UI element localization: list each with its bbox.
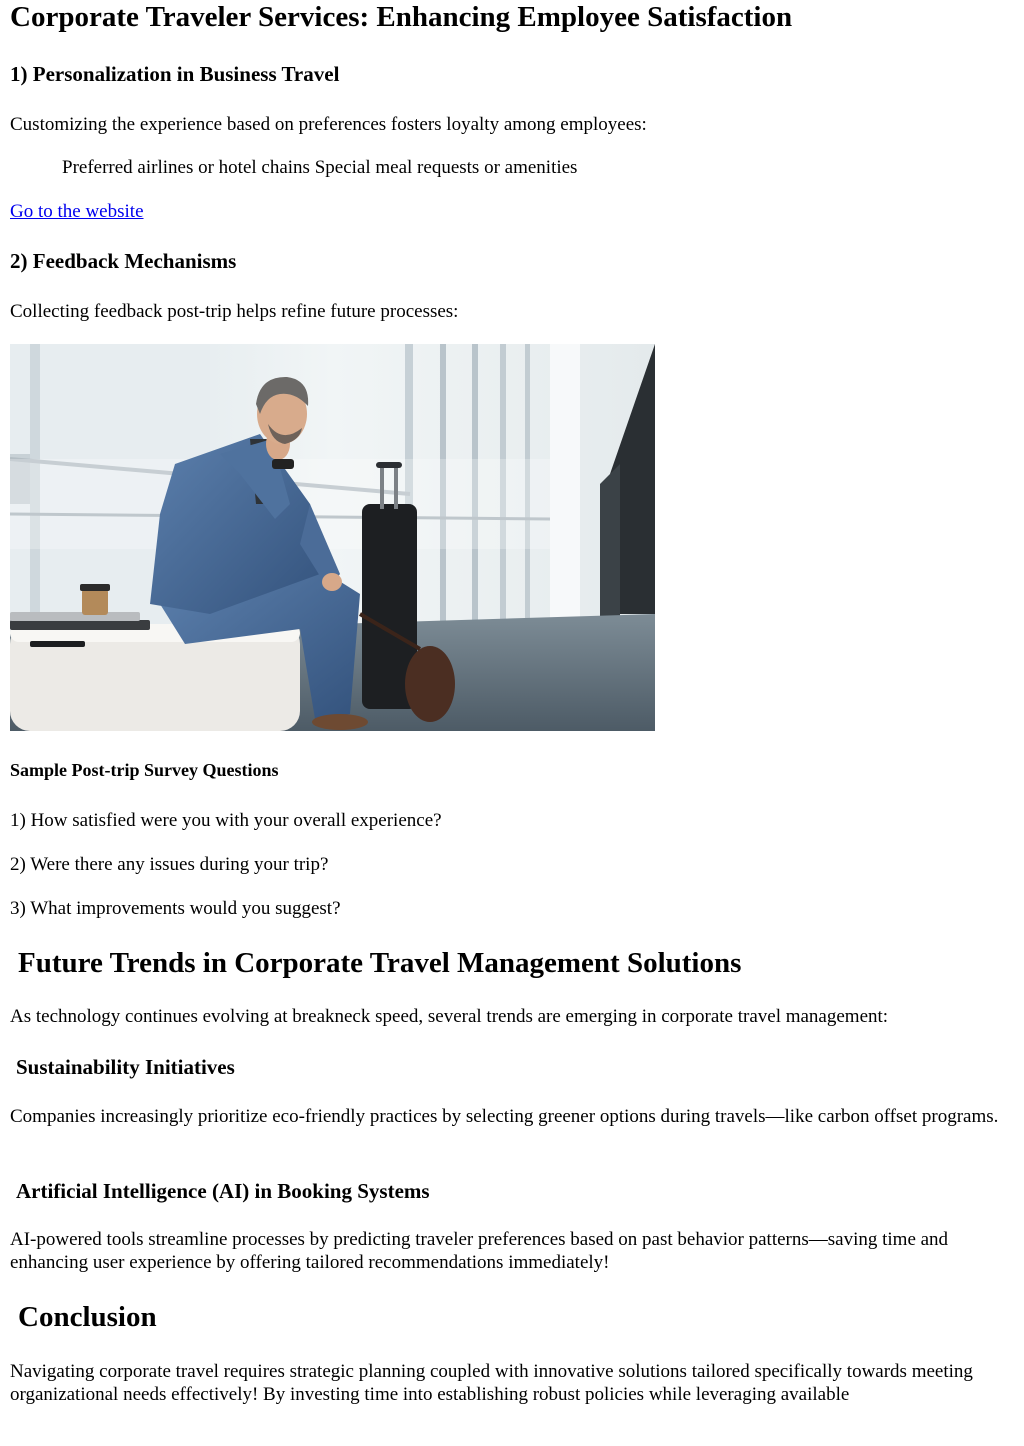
survey-question-1: 1) How satisfied were you with your overall experience? bbox=[10, 810, 442, 831]
trends-intro: As technology continues evolving at breakneck speed, several trends are emerging in corporate travel management: bbox=[10, 1006, 889, 1027]
feedback-intro: Collecting feedback post-trip helps refine future processes: bbox=[10, 301, 459, 322]
personalization-intro: Customizing the experience based on preferences fosters loyalty among employees: bbox=[10, 114, 647, 135]
ai-body: AI-powered tools streamline processes by predicting traveler preferences based on past behavior patterns—saving time and enhancing user experience by offering tailored recommendations immediately! bbox=[10, 1229, 949, 1273]
conclusion-body: Navigating corporate travel requires strategic planning coupled with innovative solutions tailored specifically towards meeting organizational needs effectively! By investing time into establishing robust policies while leveraging available bbox=[10, 1361, 973, 1405]
section-heading-feedback: 2) Feedback Mechanisms bbox=[10, 249, 237, 273]
section-heading-future-trends: Future Trends in Corporate Travel Management Solutions bbox=[18, 947, 742, 979]
survey-question-2: 2) Were there any issues during your trip? bbox=[10, 854, 329, 875]
businessman-airport-photo bbox=[10, 344, 655, 731]
section-heading-conclusion: Conclusion bbox=[18, 1301, 157, 1333]
personalization-items: Preferred airlines or hotel chains Special meal requests or amenities bbox=[62, 157, 578, 178]
page-title: Corporate Traveler Services: Enhancing Employee Satisfaction bbox=[10, 1, 793, 33]
section-heading-personalization: 1) Personalization in Business Travel bbox=[10, 62, 340, 86]
survey-question-3: 3) What improvements would you suggest? bbox=[10, 898, 341, 919]
heading-ai-booking: Artificial Intelligence (AI) in Booking Systems bbox=[16, 1179, 430, 1203]
heading-sustainability: Sustainability Initiatives bbox=[16, 1055, 235, 1079]
sustainability-body: Companies increasingly prioritize eco-friendly practices by selecting greener options during travels—like carbon offset programs. bbox=[10, 1106, 999, 1127]
website-link[interactable]: Go to the website bbox=[10, 201, 144, 222]
survey-heading: Sample Post-trip Survey Questions bbox=[10, 760, 279, 780]
